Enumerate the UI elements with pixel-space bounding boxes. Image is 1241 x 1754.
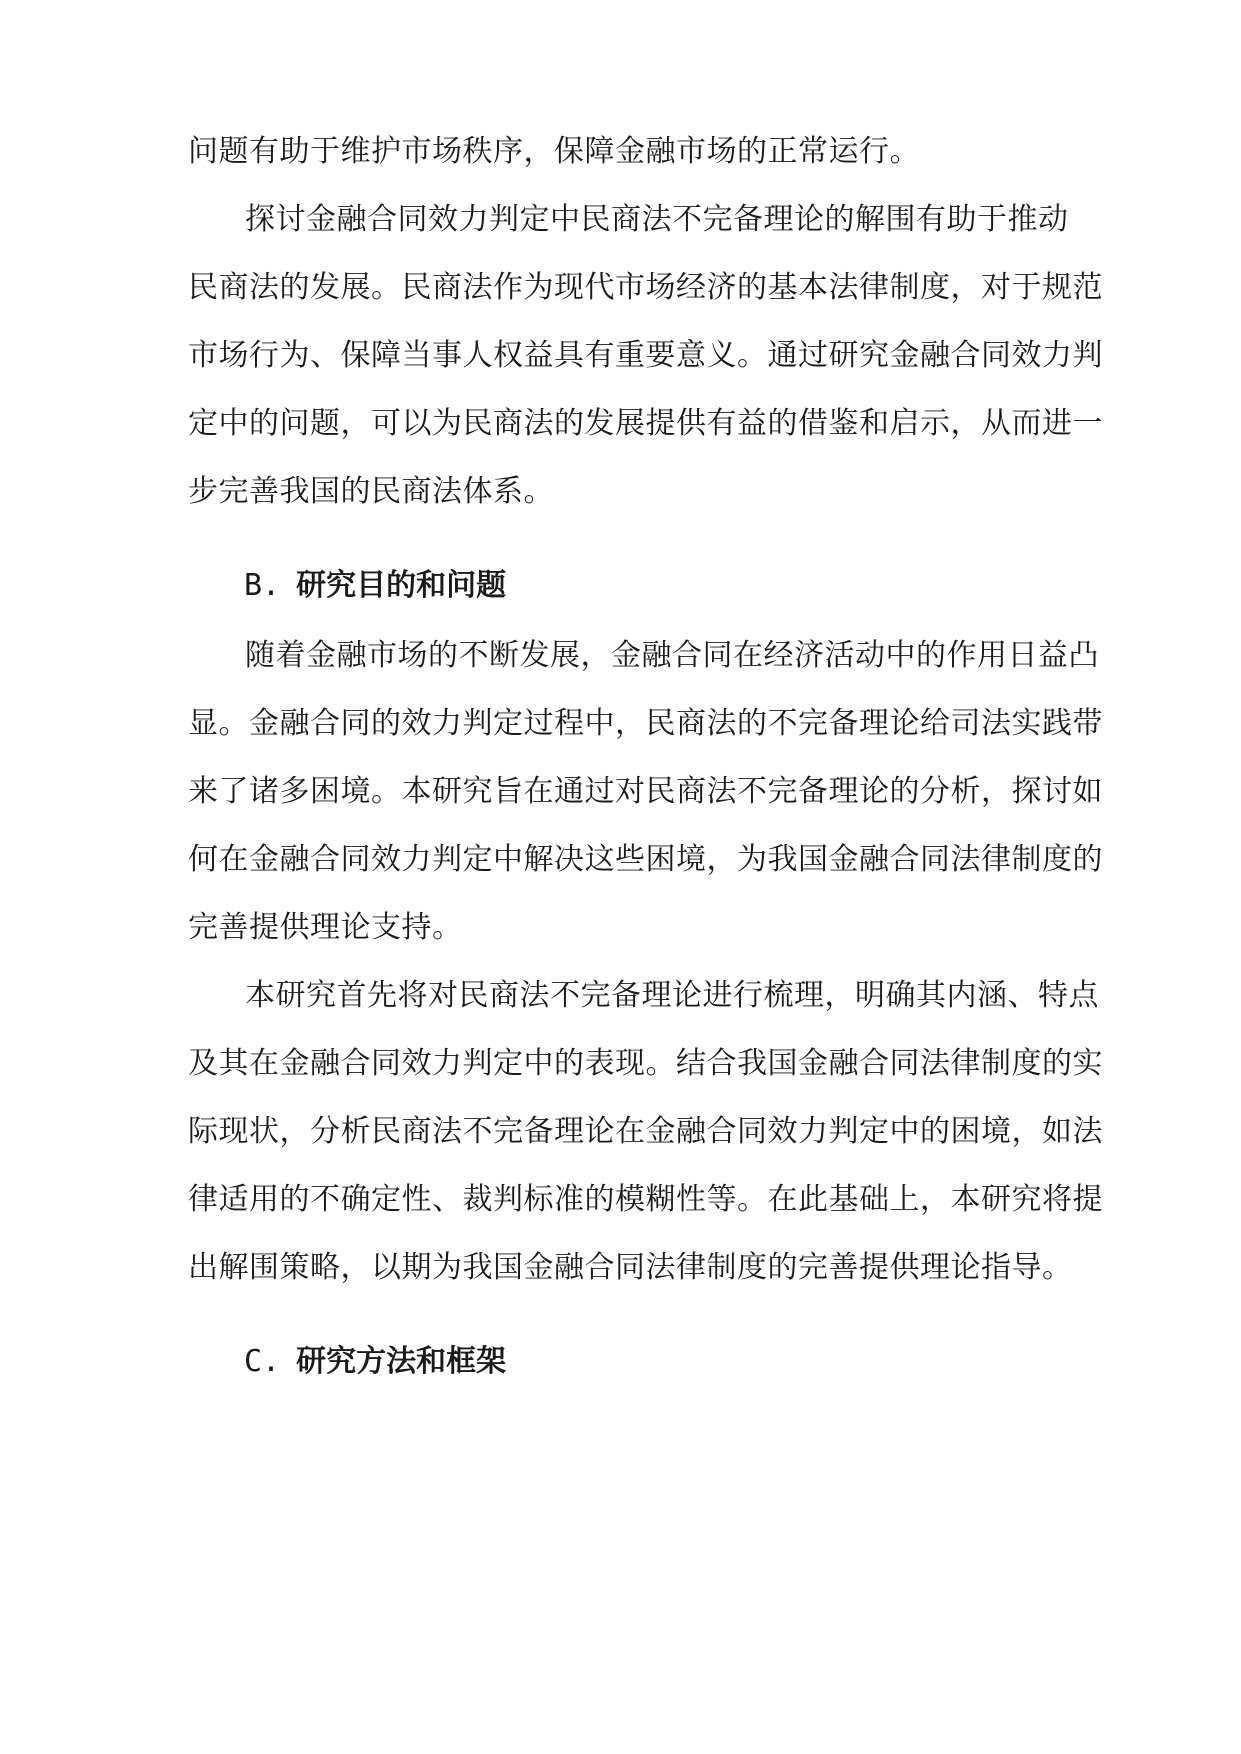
paragraph-1-line-1: 问题有助于维护市场秩序，保障金融市场的正常运行。 — [188, 134, 920, 169]
paragraph-3-line-1: 随着金融市场的不断发展，金融合同在经济活动中的作用日益凸 — [245, 638, 1099, 673]
paragraph-3-line-5: 完善提供理论支持。 — [188, 910, 463, 945]
paragraph-3-line-2: 显。金融合同的效力判定过程中，民商法的不完备理论给司法实践带 — [188, 706, 1103, 741]
paragraph-2-line-3: 市场行为、保障当事人权益具有重要意义。通过研究金融合同效力判 — [188, 338, 1103, 373]
paragraph-2-line-4: 定中的问题，可以为民商法的发展提供有益的借鉴和启示，从而进一 — [188, 406, 1103, 441]
section-label: B. — [244, 568, 281, 603]
paragraph-4-line-3: 际现状，分析民商法不完备理论在金融合同效力判定中的困境，如法 — [188, 1114, 1103, 1149]
section-title: 研究目的和问题 — [296, 568, 507, 603]
paragraph-4-line-4: 律适用的不确定性、裁判标准的模糊性等。在此基础上，本研究将提 — [188, 1182, 1103, 1217]
section-label: C. — [244, 1344, 281, 1379]
section-title: 研究方法和框架 — [296, 1344, 507, 1379]
section-heading-b — [244, 566, 506, 606]
paragraph-2-line-5: 步完善我国的民商法体系。 — [188, 474, 554, 509]
paragraph-3-line-4: 何在金融合同效力判定中解决这些困境，为我国金融合同法律制度的 — [188, 842, 1103, 877]
paragraph-4-line-2: 及其在金融合同效力判定中的表现。结合我国金融合同法律制度的实 — [188, 1046, 1103, 1081]
section-heading-c — [244, 1342, 506, 1382]
paragraph-2-line-2: 民商法的发展。民商法作为现代市场经济的基本法律制度，对于规范 — [188, 270, 1103, 305]
paragraph-4-line-1: 本研究首先将对民商法不完备理论进行梳理，明确其内涵、特点 — [245, 978, 1099, 1013]
paragraph-2-line-1: 探讨金融合同效力判定中民商法不完备理论的解围有助于推动 — [245, 202, 1069, 237]
paragraph-3-line-3: 来了诸多困境。本研究旨在通过对民商法不完备理论的分析，探讨如 — [188, 774, 1103, 809]
paragraph-4-line-5: 出解围策略，以期为我国金融合同法律制度的完善提供理论指导。 — [188, 1250, 1073, 1285]
